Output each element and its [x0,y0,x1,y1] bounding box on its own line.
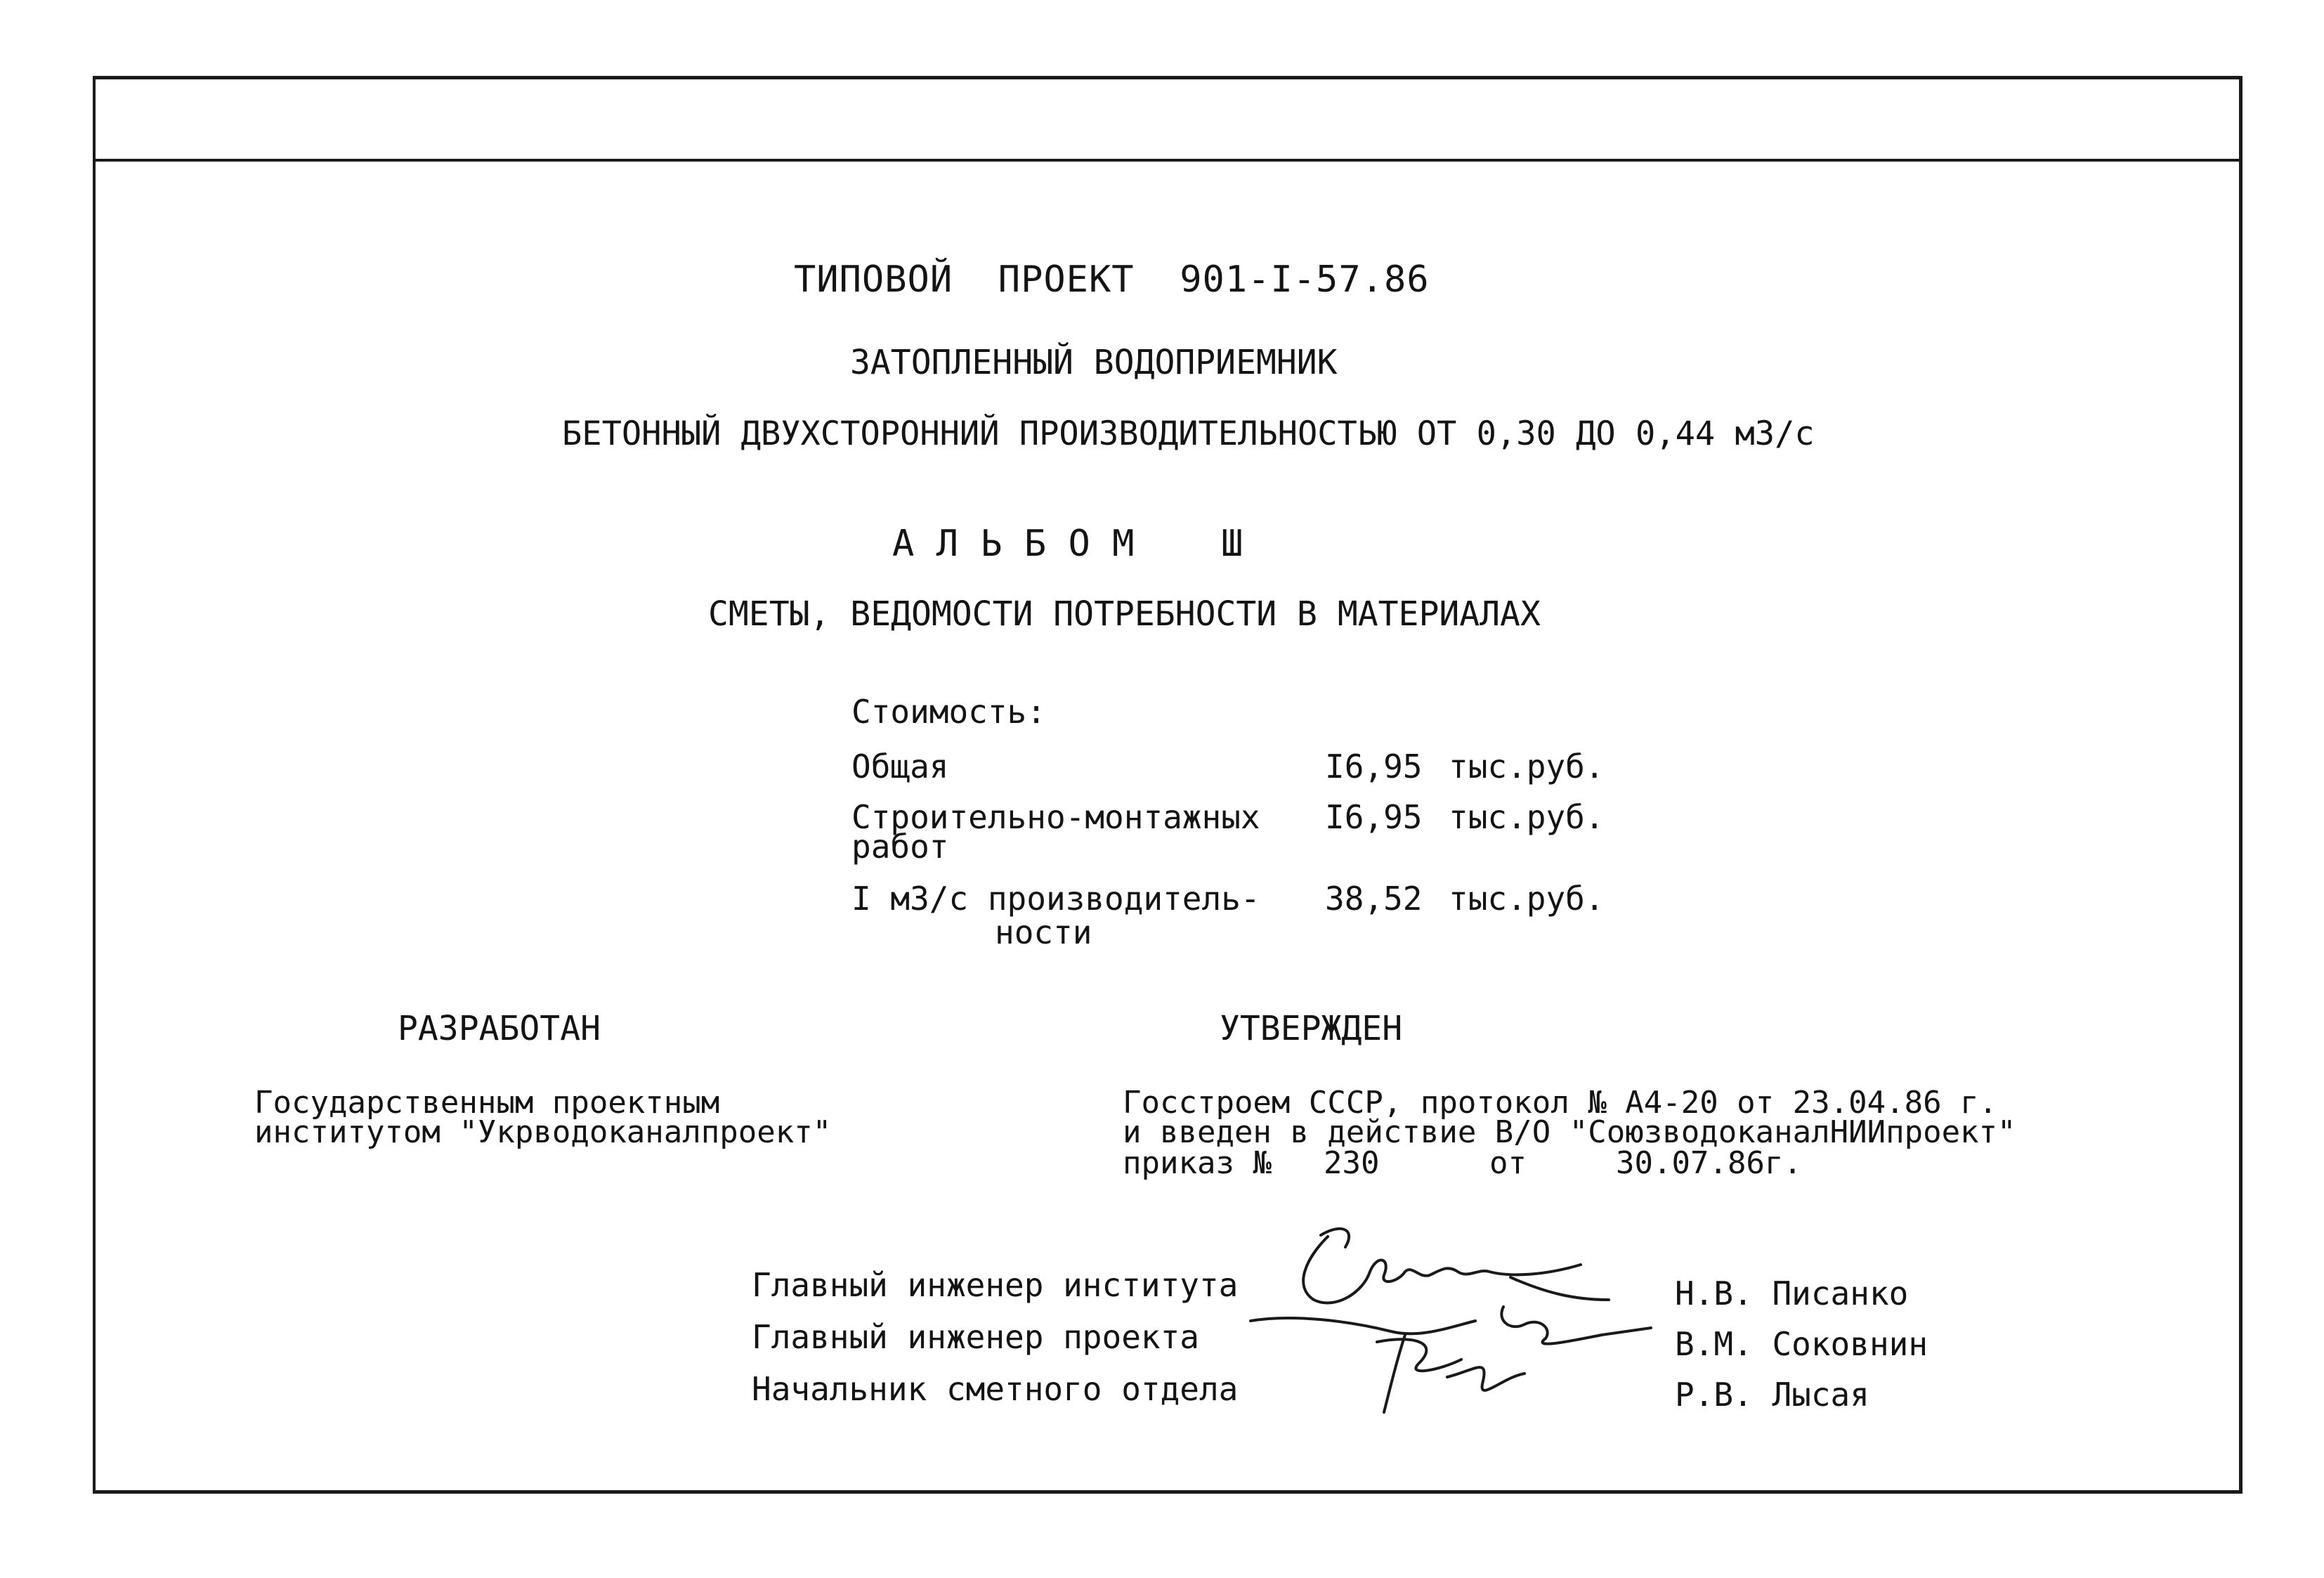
cost-unit: тыс.руб. [1449,880,1605,918]
cost-label: Строительно-монтажных [851,798,1260,836]
developed-heading: РАЗРАБОТАН [398,1009,601,1048]
album-description: СМЕТЫ, ВЕДОМОСТИ ПОТРЕБНОСТИ В МАТЕРИАЛАХ [708,594,1541,634]
signatory-name: Н.В. Писанко [1675,1274,1909,1312]
signature-chief-engineer-project [1236,1293,1672,1419]
cost-heading: Стоимость: [851,693,1046,731]
album-number: Ш [1221,523,1243,565]
order-label: приказ № [1123,1145,1272,1181]
cost-label: I м3/с производитель- [851,880,1260,918]
cost-unit: тыс.руб. [1449,798,1605,836]
developed-line-2: институтом "Укрводоканалпроект" [254,1114,832,1150]
approved-heading: УТВЕРЖДЕН [1220,1009,1403,1048]
subtitle-2: БЕТОННЫЙ ДВУХСТОРОННИЙ ПРОИЗВОДИТЕЛЬНОСТЬЮ ОТ 0,30 ДО 0,44 м3/с [562,415,1815,453]
cost-value: 38,52 [1325,880,1423,918]
cost-label: Общая [851,748,949,785]
developed-line-1: Государственным проектным [254,1085,720,1121]
order-date: 30.07.86г. [1616,1145,1802,1181]
cost-value: I6,95 [1325,748,1423,785]
signatory-position: Главный инженер проекта [752,1318,1199,1356]
approved-line-1: Госстроем СССР, протокол № А4-20 от 23.04.86 г. [1123,1085,1998,1121]
order-from: от [1489,1145,1527,1181]
approved-line-2: и введен в действие В/О "СоюзводоканалНИИпроект" [1123,1114,2016,1150]
cost-label-continued: ности [995,913,1092,951]
signatory-position: Начальник сметного отдела [752,1370,1239,1408]
subtitle-1: ЗАТОПЛЕННЫЙ ВОДОПРИЕМНИК [850,343,1338,382]
signatory-name: Р.В. Лысая [1675,1376,1869,1414]
project-title: ТИПОВОЙ ПРОЕКТ 901-I-57.86 [794,259,1430,301]
header-strip [93,76,2243,162]
album-label: А Л Ь Б О М [892,523,1135,565]
cost-unit: тыс.руб. [1449,748,1605,785]
cost-label-continued: работ [851,828,949,866]
signatory-name: В.М. Соковнин [1675,1325,1928,1363]
order-number: 230 [1324,1145,1380,1181]
signatory-position: Главный инженер института [752,1266,1239,1304]
cost-value: I6,95 [1325,798,1423,836]
